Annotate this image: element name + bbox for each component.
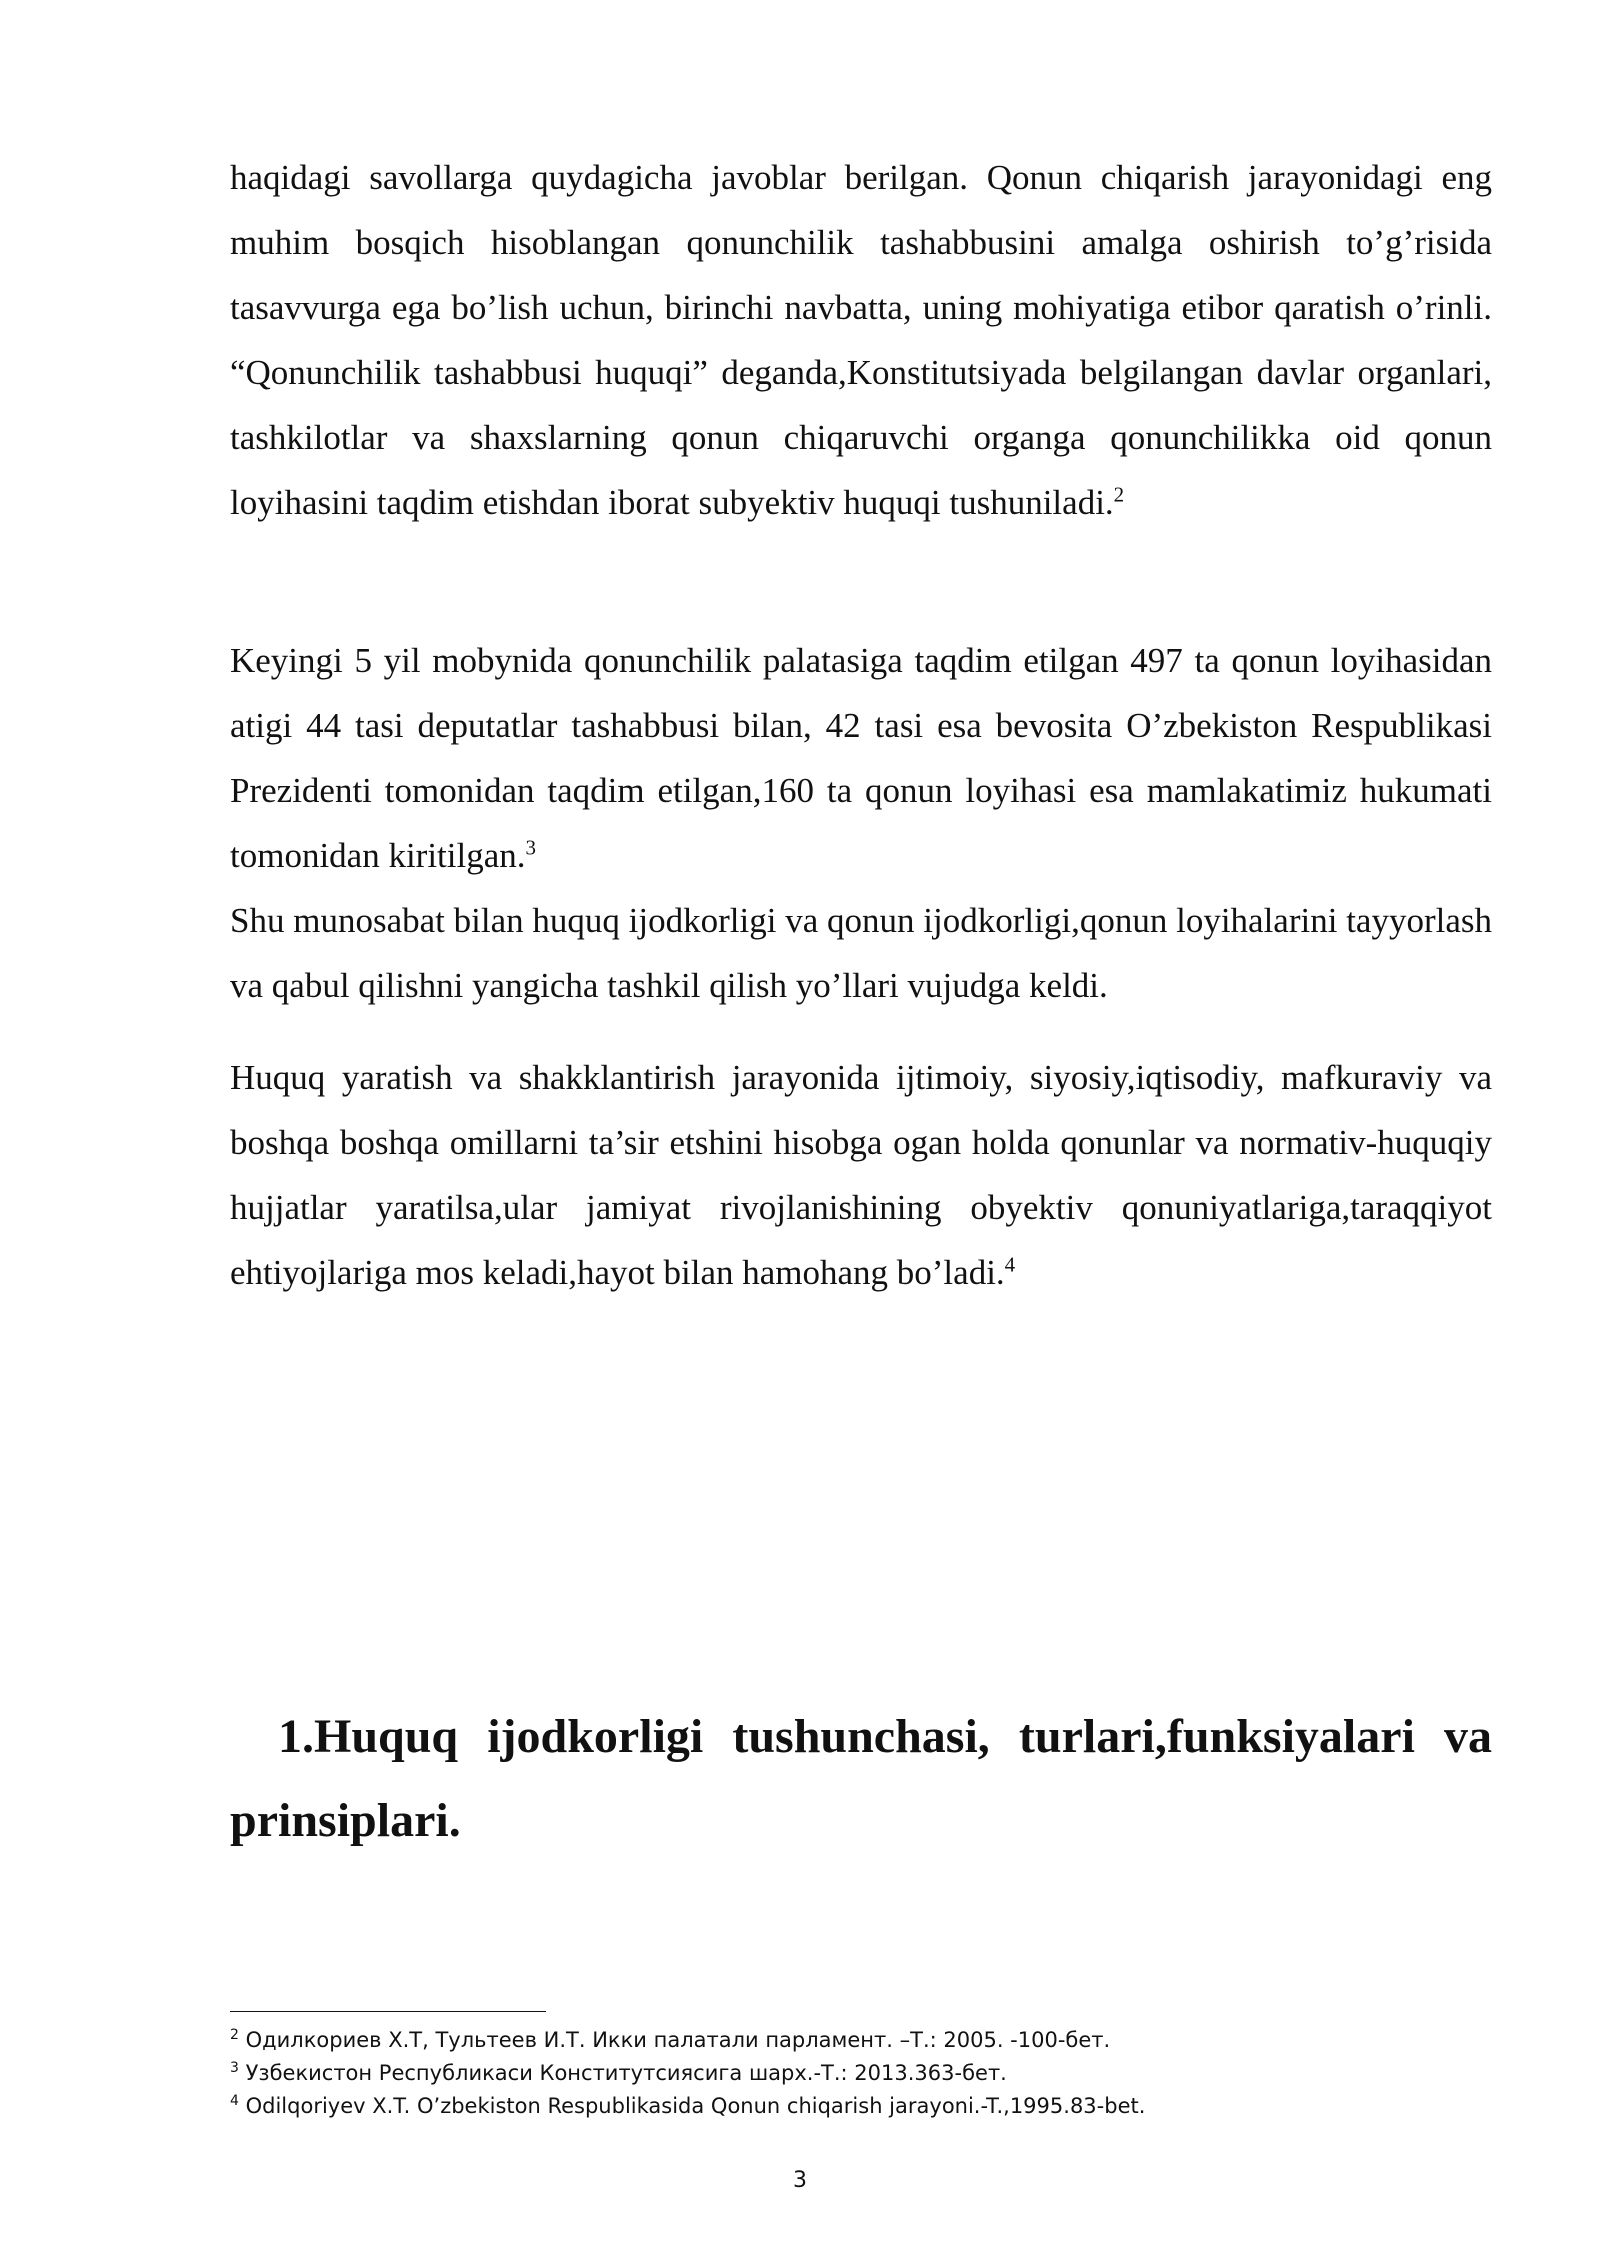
- footnote-number: 2: [230, 2027, 239, 2043]
- footnote-text: Odilqoriyev X.T. O’zbekiston Respublikasida Qonun chiqarish jarayoni.-T.,1995.83-bet.: [245, 2094, 1146, 2118]
- footnote-3: [230, 2057, 1492, 2090]
- footnote-number: 4: [230, 2093, 239, 2109]
- paragraph-2-continuation: Shu munosabat bilan huquq ijodkorligi va qonun ijodkorligi,qonun loyihalarini tayyorlash va qabul qilishni yangicha tashkil qilish yo’llari vujudga keldi.: [230, 901, 1492, 1005]
- paragraph-1: [230, 145, 1492, 535]
- footnote-separator: [230, 2011, 546, 2012]
- paragraph-3-text: Huquq yaratish va shakklantirish jarayonida ijtimoiy, siyosiy,iqtisodiy, mafkuraviy va boshqa boshqa omillarni ta’sir etshini hisobga ogan holda qonunlar va normativ-huquqiy hujjatlar yaratilsa,ular jamiyat rivojlanishining obyektiv qonuniyatlariga,taraqqiyot ehtiyojlariga mos keladi,hayot bilan hamohang bo’ladi.: [230, 1058, 1492, 1292]
- footnote-ref-4[interactable]: 4: [1004, 1252, 1016, 1277]
- footnote-4: [230, 2090, 1492, 2123]
- footnote-ref-3[interactable]: 3: [525, 835, 537, 860]
- footnote-text: Одилкориев Х.Т, Тультеев И.Т. Икки палатали парламент. –Т.: 2005. -100-бет.: [245, 2028, 1111, 2052]
- footnote-2: [230, 2024, 1492, 2057]
- section-heading: 1.Huquq ijodkorligi tushunchasi, turlari,funksiyalari va prinsiplari.: [230, 1710, 1492, 1847]
- footnote-ref-2[interactable]: 2: [1113, 482, 1125, 507]
- paragraph-1-text: haqidagi savollarga quydagicha javoblar berilgan. Qonun chiqarish jarayonidagi eng muhim bosqich hisoblangan qonunchilik tashabbusini amalga oshirish to’g’risida tasavvurga ega bo’lish uchun, birinchi navbatta, uning mohiyatiga etibor qaratish o’rinli. “Qonunchilik tashabbusi huquqi” deganda,Konstitutsiyada belgilangan davlar organlari, tashkilotlar va shaxslarning qonun chiqaruvchi organga qonunchilikka oid qonun loyihasini taqdim etishdan iborat subyektiv huquqi tushuniladi.: [230, 158, 1492, 522]
- page-number: 3: [793, 2168, 807, 2193]
- footnote-number: 3: [230, 2060, 239, 2076]
- footnote-text: Узбекистон Республикаси Конститутсиясига шарх.-Т.: 2013.363-бет.: [245, 2061, 1007, 2085]
- paragraph-3: [230, 1045, 1492, 1305]
- footnotes: [230, 2024, 1492, 2123]
- paragraph-2-text: Keyingi 5 yil mobynida qonunchilik palatasiga taqdim etilgan 497 ta qonun loyihasidan atigi 44 tasi deputatlar tashabbusi bilan, 42 tasi esa bevosita O’zbekiston Respublikasi Prezidenti tomonidan taqdim etilgan,160 ta qonun loyihasi esa mamlakatimiz hukumati tomonidan kiritilgan.: [230, 641, 1492, 875]
- paragraph-2: [230, 628, 1492, 1018]
